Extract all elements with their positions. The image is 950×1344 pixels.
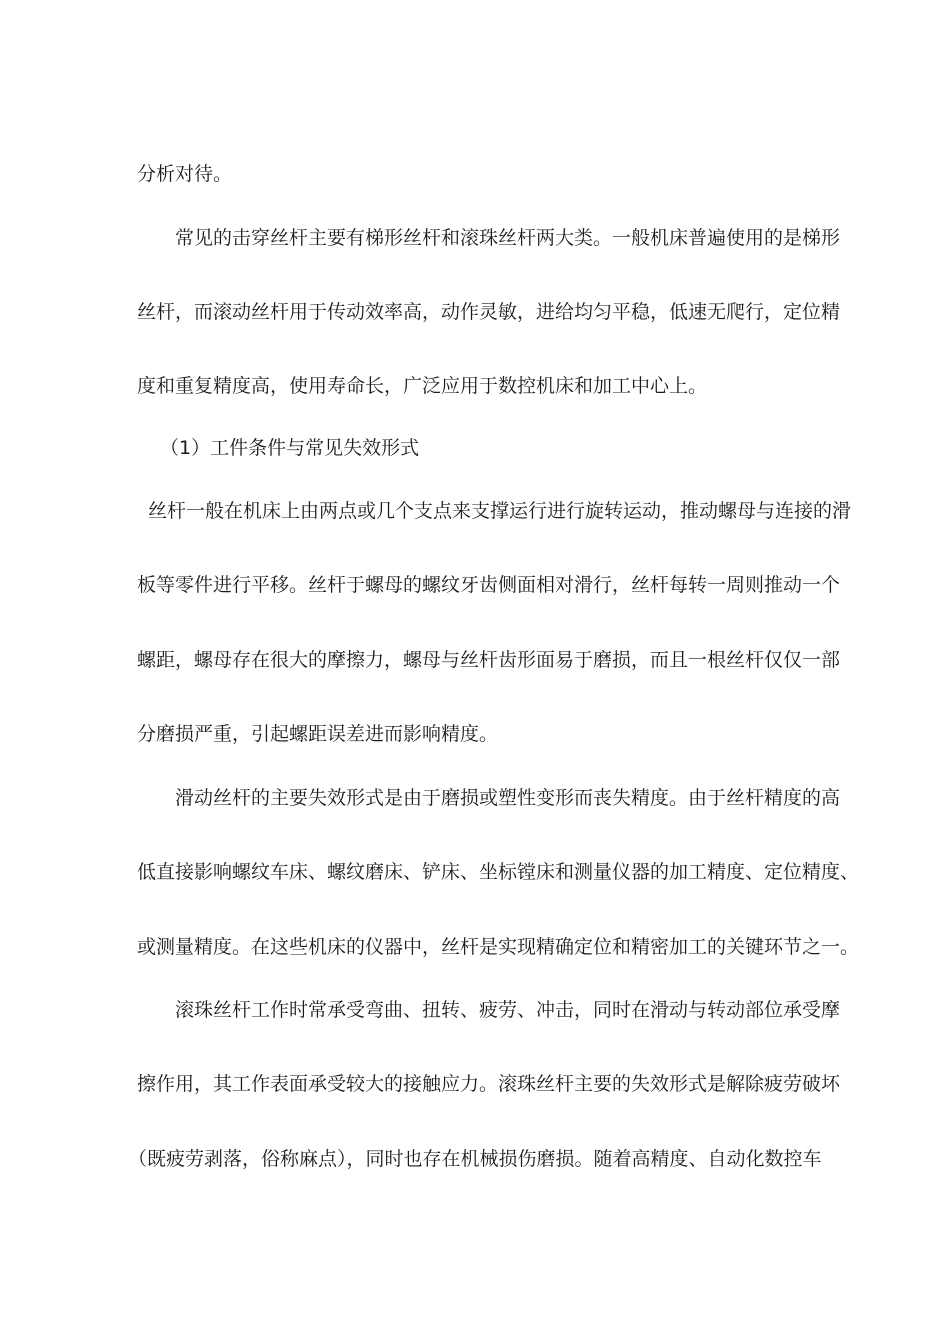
text-line-1: 分析对待。 [137, 163, 233, 185]
section-heading: （1）工件条件与常见失效形式 [160, 437, 420, 459]
text-line-6: 丝杆一般在机床上由两点或几个支点来支撑运行进行旋转运动，推动螺母与连接的滑 [148, 500, 852, 522]
text-line-13: 滚珠丝杆工作时常承受弯曲、扭转、疲劳、冲击，同时在滑动与转动部位承受摩 [175, 999, 841, 1021]
text-line-14: 擦作用，其工作表面承受较大的接触应力。滚珠丝杆主要的失效形式是解除疲劳破坏 [137, 1073, 841, 1095]
text-line-11: 低直接影响螺纹车床、螺纹磨床、铲床、坐标镗床和测量仪器的加工精度、定位精度、 [137, 861, 860, 883]
text-line-15: （既疲劳剥落，俗称麻点），同时也存在机械损伤磨损。随着高精度、自动化数控车 [128, 1148, 822, 1170]
text-line-8: 螺距，螺母存在很大的摩擦力，螺母与丝杆齿形面易于磨损，而且一根丝杆仅仅一部 [137, 649, 841, 671]
text-line-2: 常见的击穿丝杆主要有梯形丝杆和滚珠丝杆两大类。一般机床普遍使用的是梯形 [175, 227, 841, 249]
text-line-9: 分磨损严重，引起螺距误差进而影响精度。 [137, 723, 499, 745]
text-line-4: 度和重复精度高，使用寿命长，广泛应用于数控机床和加工中心上。 [137, 375, 708, 397]
text-line-12: 或测量精度。在这些机床的仪器中，丝杆是实现精确定位和精密加工的关键环节之一。 [137, 936, 860, 958]
text-line-10: 滑动丝杆的主要失效形式是由于磨损或塑性变形而丧失精度。由于丝杆精度的高 [175, 787, 841, 809]
text-line-3: 丝杆，而滚动丝杆用于传动效率高，动作灵敏，进给均匀平稳，低速无爬行，定位精 [137, 301, 841, 323]
text-line-7: 板等零件进行平移。丝杆于螺母的螺纹牙齿侧面相对滑行，丝杆每转一周则推动一个 [137, 574, 841, 596]
